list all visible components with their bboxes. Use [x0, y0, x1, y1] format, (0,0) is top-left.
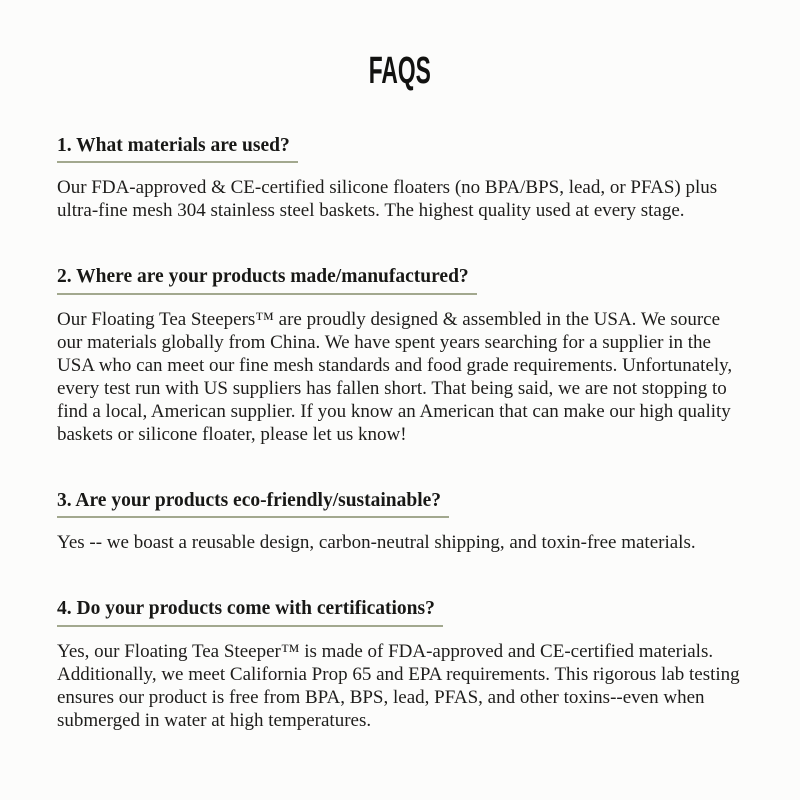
- faq-question: 4. Do your products come with certifications?: [57, 598, 443, 626]
- faq-item: [57, 266, 747, 445]
- faq-question: 1. What materials are used?: [57, 135, 298, 163]
- faq-answer: Our Floating Tea Steepers™ are proudly designed & assembled in the USA. We source our materials globally from China. We have spent years searching for a supplier in the USA who can meet our fine mesh standards and food grade requirements. Unfortunately, every test run with US suppliers has fallen short. That being said, we are not stopping to find a local, American supplier. If you know an American that can make our high quality baskets or silicone floater, please let us know!: [57, 308, 733, 445]
- faq-answer: Our FDA-approved & CE-certified silicone floaters (no BPA/BPS, lead, or PFAS) plus ultra-fine mesh 304 stainless steel baskets. The highest quality used at every stage.: [57, 177, 718, 222]
- faq-question: 2. Where are your products made/manufactured?: [57, 266, 477, 294]
- faq-list: [57, 135, 747, 732]
- faq-answer: Yes -- we boast a reusable design, carbon-neutral shipping, and toxin-free materials.: [57, 532, 696, 554]
- faq-item: [57, 135, 747, 222]
- page-title: [0, 52, 800, 90]
- faq-answer: Yes, our Floating Tea Steeper™ is made of FDA-approved and CE-certified materials. Additionally, we meet California Prop 65 and EPA requirements. This rigorous lab testing ensures our product is free from BPA, BPS, lead, PFAS, and other toxins--even when submerged in water at high temperatures.: [57, 640, 740, 731]
- faq-item: [57, 598, 747, 731]
- faq-question: 3. Are your products eco-friendly/sustainable?: [57, 490, 449, 518]
- faq-item: [57, 490, 747, 554]
- page-title-text: FAQS: [368, 50, 432, 92]
